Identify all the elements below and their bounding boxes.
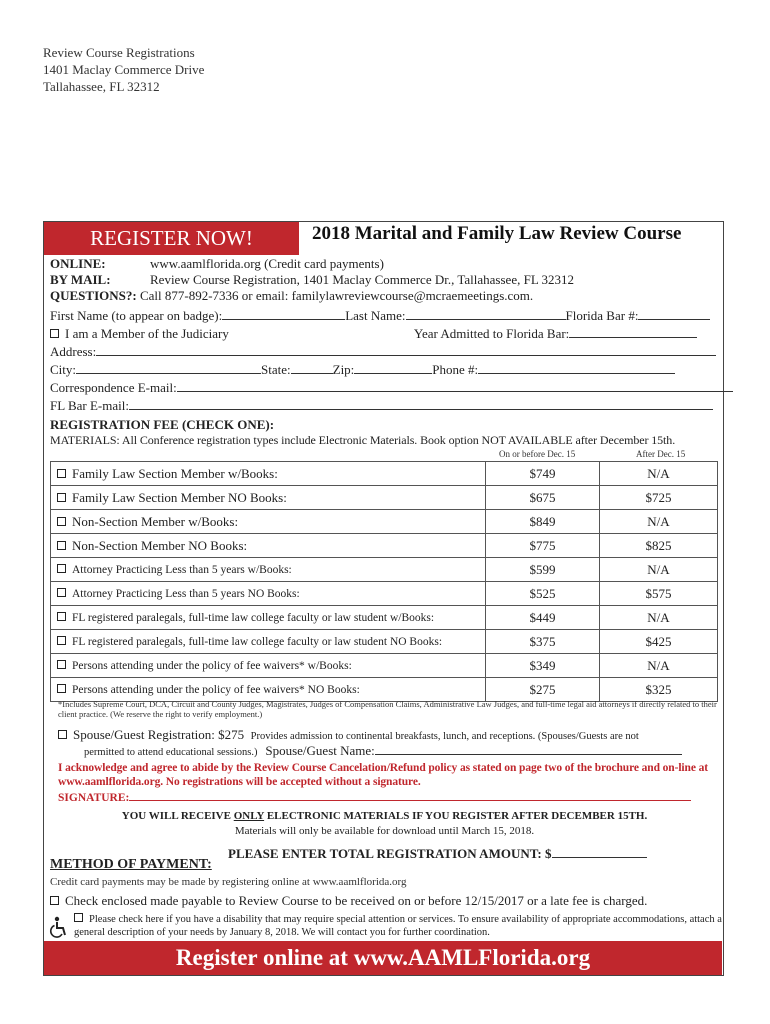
fee-checkbox[interactable] bbox=[57, 564, 66, 573]
year-admitted-field[interactable] bbox=[569, 326, 697, 338]
first-name-field[interactable] bbox=[222, 308, 345, 320]
table-row[interactable] bbox=[51, 486, 718, 510]
disability-note bbox=[74, 913, 724, 939]
early-price: $599 bbox=[486, 558, 600, 582]
fee-option[interactable] bbox=[51, 606, 486, 630]
check-option bbox=[50, 893, 647, 909]
fl-bar-email-field[interactable] bbox=[129, 398, 713, 410]
fee-waiver-footnote: *Includes Supreme Court, DCA, Circuit and County Judges, Magistrates, Judges of Compensation Claims, Administrative Law Judges, and full-time legal aid attorneys if directly related to their client practice. (We reserve the right to verify employment.) bbox=[58, 699, 717, 719]
online-label: ONLINE: bbox=[50, 256, 106, 271]
late-price: $325 bbox=[600, 678, 718, 702]
fee-checkbox[interactable] bbox=[57, 684, 66, 693]
acknowledgement-text: I acknowledge and agree to abide by the Review Course Cancelation/Refund policy as stated on page two of the brochure and on-line at www.aamlflorida.org. No registrations will be accepted without a signature. bbox=[58, 762, 708, 788]
early-price: $749 bbox=[486, 462, 600, 486]
fee-checkbox[interactable] bbox=[57, 469, 66, 478]
correspondence-email-row bbox=[50, 380, 733, 396]
mail-value: Review Course Registration, 1401 Maclay Commerce Dr., Tallahassee, FL 32312 bbox=[150, 272, 575, 287]
state-label: State: bbox=[261, 362, 291, 377]
spouse-registration bbox=[58, 727, 639, 743]
early-price: $775 bbox=[486, 534, 600, 558]
total-amount-field[interactable] bbox=[552, 846, 647, 858]
last-name-field[interactable] bbox=[406, 308, 566, 320]
total-amount-label: PLEASE ENTER TOTAL REGISTRATION AMOUNT: $ bbox=[228, 846, 552, 861]
address-line-1: Review Course Registrations bbox=[43, 45, 195, 60]
fee-option[interactable] bbox=[51, 534, 486, 558]
city-field[interactable] bbox=[76, 362, 261, 374]
course-title: 2018 Marital and Family Law Review Course bbox=[312, 223, 682, 244]
fee-option[interactable] bbox=[51, 558, 486, 582]
fee-option-label: Persons attending under the policy of fee waivers* w/Books: bbox=[72, 659, 352, 672]
fee-option-label: Non-Section Member NO Books: bbox=[72, 537, 248, 553]
late-price: $425 bbox=[600, 630, 718, 654]
late-price: N/A bbox=[600, 606, 718, 630]
table-row[interactable] bbox=[51, 582, 718, 606]
year-admitted-label: Year Admitted to Florida Bar: bbox=[413, 326, 570, 341]
questions-contact bbox=[50, 288, 533, 304]
mail-label: BY MAIL: bbox=[50, 272, 111, 287]
state-field[interactable] bbox=[291, 362, 333, 374]
early-price: $375 bbox=[486, 630, 600, 654]
last-name-label: Last Name: bbox=[345, 308, 406, 323]
early-column-header: On or before Dec. 15 bbox=[499, 449, 576, 459]
fl-bar-email-row bbox=[50, 398, 713, 414]
judiciary-label: I am a Member of the Judiciary bbox=[65, 326, 229, 341]
late-price: N/A bbox=[600, 558, 718, 582]
correspondence-email-field[interactable] bbox=[177, 380, 733, 392]
early-price: $849 bbox=[486, 510, 600, 534]
spouse-checkbox[interactable] bbox=[58, 730, 67, 739]
phone-field[interactable] bbox=[478, 362, 675, 374]
fee-option-label: Family Law Section Member NO Books: bbox=[72, 489, 287, 505]
fee-option-label: FL registered paralegals, full-time law college faculty or law student w/Books: bbox=[72, 611, 435, 624]
table-row[interactable] bbox=[51, 462, 718, 486]
fee-checkbox[interactable] bbox=[57, 541, 66, 550]
signature-label: SIGNATURE: bbox=[58, 792, 130, 804]
fee-option-label: FL registered paralegals, full-time law college faculty or law student NO Books: bbox=[72, 635, 443, 648]
fee-checkbox[interactable] bbox=[57, 517, 66, 526]
fee-option[interactable] bbox=[51, 510, 486, 534]
registration-fee-heading: REGISTRATION FEE (CHECK ONE): bbox=[50, 417, 275, 432]
fee-checkbox[interactable] bbox=[57, 612, 66, 621]
online-value[interactable]: www.aamlflorida.org (Credit card payments) bbox=[150, 256, 384, 271]
early-price: $449 bbox=[486, 606, 600, 630]
table-row[interactable] bbox=[51, 606, 718, 630]
phone-label: Phone #: bbox=[432, 362, 479, 377]
first-name-label: First Name (to appear on badge): bbox=[50, 308, 223, 323]
name-row bbox=[50, 308, 710, 324]
materials-availability: Materials will only be available for download until March 15, 2018. bbox=[234, 825, 535, 837]
city-label: City: bbox=[50, 362, 77, 377]
address-row bbox=[50, 344, 716, 360]
questions-label: QUESTIONS?: bbox=[50, 288, 137, 303]
late-price: $825 bbox=[600, 534, 718, 558]
florida-bar-label: Florida Bar #: bbox=[565, 308, 639, 323]
fee-checkbox[interactable] bbox=[57, 636, 66, 645]
fee-table bbox=[50, 461, 718, 702]
spouse-name-label: Spouse/Guest Name: bbox=[265, 743, 375, 758]
mailing-address bbox=[43, 44, 204, 95]
materials-note: MATERIALS: All Conference registration types include Electronic Materials. Book option NOT AVAILABLE after December 15th. bbox=[50, 433, 676, 447]
fee-option-label: Family Law Section Member w/Books: bbox=[72, 465, 278, 481]
fee-option[interactable] bbox=[51, 630, 486, 654]
fee-checkbox[interactable] bbox=[57, 493, 66, 502]
signature-field[interactable] bbox=[129, 789, 691, 801]
check-checkbox[interactable] bbox=[50, 896, 59, 905]
fee-option[interactable] bbox=[51, 486, 486, 510]
late-price: N/A bbox=[600, 654, 718, 678]
mail-contact bbox=[50, 272, 574, 288]
register-online-banner[interactable]: Register online at www.AAMLFlorida.org bbox=[44, 941, 722, 975]
zip-field[interactable] bbox=[354, 362, 432, 374]
notice-post: ELECTRONIC MATERIALS IF YOU REGISTER AFTER DECEMBER 15TH. bbox=[264, 810, 648, 822]
check-option-label: Check enclosed made payable to Review Course to be received on or before 12/15/2017 or a late fee is charged. bbox=[65, 893, 648, 908]
late-price: N/A bbox=[600, 510, 718, 534]
credit-card-note: Credit card payments may be made by registering online at www.aamlflorida.org bbox=[50, 876, 407, 888]
judiciary-row bbox=[50, 326, 697, 342]
fee-option[interactable] bbox=[51, 654, 486, 678]
late-price: $725 bbox=[600, 486, 718, 510]
fee-option[interactable] bbox=[51, 462, 486, 486]
electronic-materials-notice bbox=[44, 810, 725, 822]
questions-value: Call 877-892-7336 or email: familylawreviewcourse@mcraemeetings.com. bbox=[139, 288, 534, 303]
address-label: Address: bbox=[50, 344, 97, 359]
correspondence-email-label: Correspondence E-mail: bbox=[50, 380, 177, 395]
total-amount-row bbox=[228, 846, 647, 862]
early-price: $525 bbox=[486, 582, 600, 606]
fee-checkbox[interactable] bbox=[57, 660, 66, 669]
spouse-name-row bbox=[84, 743, 682, 759]
notice-only: ONLY bbox=[233, 810, 265, 822]
spouse-name-field[interactable] bbox=[375, 743, 682, 755]
fee-option-label: Non-Section Member w/Books: bbox=[72, 513, 239, 529]
late-price: $575 bbox=[600, 582, 718, 606]
wheelchair-icon bbox=[48, 916, 70, 938]
table-row[interactable] bbox=[51, 630, 718, 654]
register-now-header: REGISTER NOW! bbox=[44, 222, 299, 255]
signature-row bbox=[58, 789, 691, 804]
registration-form bbox=[43, 221, 724, 976]
florida-bar-field[interactable] bbox=[638, 308, 710, 320]
table-row[interactable] bbox=[51, 654, 718, 678]
spouse-label: Spouse/Guest Registration: $275 bbox=[73, 727, 245, 742]
online-contact bbox=[50, 256, 384, 272]
city-row bbox=[50, 362, 675, 378]
method-of-payment-heading: METHOD OF PAYMENT: bbox=[50, 857, 212, 872]
early-price: $275 bbox=[486, 678, 600, 702]
table-row[interactable] bbox=[51, 510, 718, 534]
zip-label: Zip: bbox=[332, 362, 355, 377]
table-row[interactable] bbox=[51, 534, 718, 558]
fl-bar-email-label: FL Bar E-mail: bbox=[50, 398, 129, 413]
judiciary-checkbox[interactable] bbox=[50, 329, 59, 338]
fee-option-label: Attorney Practicing Less than 5 years NO Books: bbox=[72, 587, 300, 600]
late-price: N/A bbox=[600, 462, 718, 486]
fee-option-label: Persons attending under the policy of fee waivers* NO Books: bbox=[72, 683, 360, 696]
disability-checkbox[interactable] bbox=[74, 913, 83, 922]
table-row[interactable] bbox=[51, 678, 718, 702]
late-column-header: After Dec. 15 bbox=[636, 449, 686, 459]
spouse-description-2: permitted to attend educational sessions.) bbox=[84, 747, 258, 758]
fee-option[interactable] bbox=[51, 582, 486, 606]
disability-note-text: Please check here if you have a disability that may require special attention or services. To ensure availability of appropriate accommodations, attach a general description of your needs by January 8, 2018. We will contact you for further coordination. bbox=[74, 914, 722, 938]
fee-option[interactable] bbox=[51, 678, 486, 702]
table-row[interactable] bbox=[51, 558, 718, 582]
early-price: $349 bbox=[486, 654, 600, 678]
notice-pre: YOU WILL RECEIVE bbox=[121, 810, 234, 822]
address-line-2: 1401 Maclay Commerce Drive bbox=[43, 62, 205, 77]
address-line-3: Tallahassee, FL 32312 bbox=[43, 79, 160, 94]
fee-checkbox[interactable] bbox=[57, 588, 66, 597]
address-field[interactable] bbox=[96, 344, 716, 356]
early-price: $675 bbox=[486, 486, 600, 510]
spouse-description: Provides admission to continental breakfasts, lunch, and receptions. (Spouses/Guests are not bbox=[250, 731, 639, 742]
fee-option-label: Attorney Practicing Less than 5 years w/Books: bbox=[72, 563, 292, 576]
